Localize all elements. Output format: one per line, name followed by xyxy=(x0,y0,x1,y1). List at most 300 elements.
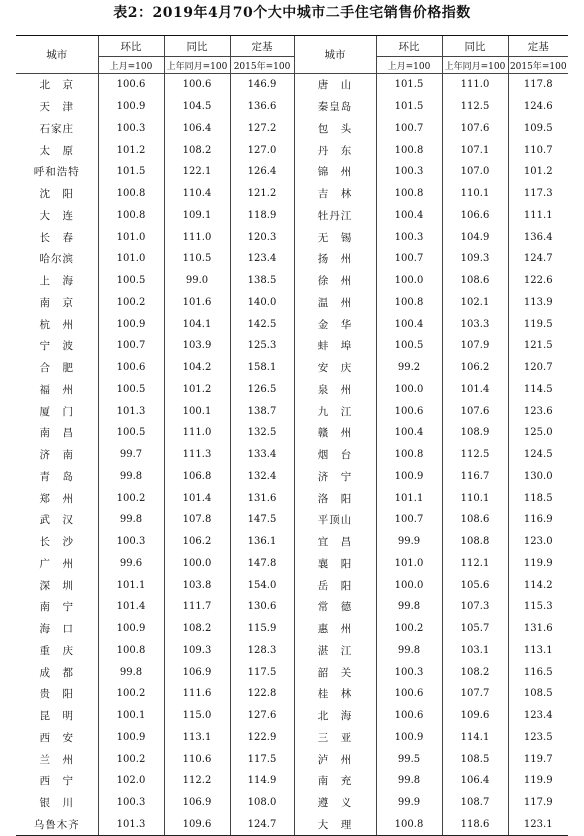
city-right-cell: 泸 州 xyxy=(294,748,376,770)
city-right-cell: 平顶山 xyxy=(294,509,376,531)
table-row xyxy=(16,400,568,422)
mom-left-cell: 100.2 xyxy=(98,292,164,314)
table-row xyxy=(16,661,568,683)
mom-left-cell: 100.5 xyxy=(98,270,164,292)
mom-left-cell: 100.3 xyxy=(98,792,164,814)
base-left-cell: 136.6 xyxy=(230,96,294,118)
base-left-cell: 118.9 xyxy=(230,205,294,227)
city-right-cell: 桂 林 xyxy=(294,683,376,705)
base-right-cell: 124.5 xyxy=(508,444,568,466)
yoy-left-cell: 100.1 xyxy=(164,400,230,422)
base-right-cell: 123.0 xyxy=(508,531,568,553)
header-mom-left: 环比 xyxy=(98,36,164,57)
base-left-cell: 108.0 xyxy=(230,792,294,814)
base-left-cell: 140.0 xyxy=(230,292,294,314)
yoy-left-cell: 109.6 xyxy=(164,814,230,836)
yoy-left-cell: 106.9 xyxy=(164,792,230,814)
yoy-left-cell: 113.1 xyxy=(164,727,230,749)
yoy-left-cell: 110.4 xyxy=(164,183,230,205)
table-row xyxy=(16,531,568,553)
yoy-right-cell: 108.7 xyxy=(442,792,508,814)
city-right-cell: 蚌 埠 xyxy=(294,335,376,357)
city-right-cell: 南 充 xyxy=(294,770,376,792)
city-left-cell: 太 原 xyxy=(39,144,74,157)
mom-left-cell: 99.8 xyxy=(98,466,164,488)
table-row xyxy=(16,487,568,509)
city-right-cell: 岳 阳 xyxy=(294,574,376,596)
mom-right-cell: 100.4 xyxy=(376,205,442,227)
table-row xyxy=(16,509,568,531)
yoy-right-cell: 107.3 xyxy=(442,596,508,618)
base-left-cell: 123.4 xyxy=(230,248,294,270)
mom-right-cell: 100.6 xyxy=(376,400,442,422)
mom-left-cell: 100.5 xyxy=(98,422,164,444)
mom-right-cell: 100.3 xyxy=(376,661,442,683)
mom-right-cell: 99.9 xyxy=(376,792,442,814)
base-left-cell: 125.3 xyxy=(230,335,294,357)
yoy-left-cell: 104.1 xyxy=(164,313,230,335)
base-right-cell: 123.4 xyxy=(508,705,568,727)
city-left-cell: 南 昌 xyxy=(39,427,74,440)
yoy-right-cell: 112.5 xyxy=(442,444,508,466)
city-left-cell: 昆 明 xyxy=(39,710,74,723)
mom-left-cell: 100.6 xyxy=(98,357,164,379)
header-yoy-base-right: 上年同月=100 xyxy=(442,57,508,74)
base-right-cell: 111.1 xyxy=(508,205,568,227)
yoy-left-cell: 99.0 xyxy=(164,270,230,292)
base-left-cell: 126.4 xyxy=(230,161,294,183)
mom-left-cell: 99.8 xyxy=(98,661,164,683)
base-left-cell: 117.5 xyxy=(230,661,294,683)
city-right-cell: 牡丹江 xyxy=(294,205,376,227)
city-left-cell: 南 宁 xyxy=(39,601,74,614)
city-left-cell: 银 川 xyxy=(39,797,74,810)
mom-right-cell: 99.8 xyxy=(376,640,442,662)
base-right-cell: 123.6 xyxy=(508,400,568,422)
mom-right-cell: 100.8 xyxy=(376,183,442,205)
yoy-right-cell: 104.9 xyxy=(442,226,508,248)
city-right-cell: 韶 关 xyxy=(294,661,376,683)
base-right-cell: 119.9 xyxy=(508,553,568,575)
city-right-cell: 北 海 xyxy=(294,705,376,727)
base-left-cell: 131.6 xyxy=(230,487,294,509)
mom-left-cell: 101.1 xyxy=(98,574,164,596)
mom-right-cell: 100.0 xyxy=(376,574,442,596)
yoy-right-cell: 107.7 xyxy=(442,683,508,705)
base-right-cell: 123.5 xyxy=(508,727,568,749)
yoy-left-cell: 103.8 xyxy=(164,574,230,596)
mom-left-cell: 100.1 xyxy=(98,705,164,727)
base-right-cell: 123.1 xyxy=(508,814,568,836)
base-right-cell: 119.5 xyxy=(508,313,568,335)
mom-right-cell: 100.6 xyxy=(376,705,442,727)
city-right-cell: 唐 山 xyxy=(294,74,376,96)
mom-left-cell: 100.9 xyxy=(98,313,164,335)
yoy-right-cell: 101.4 xyxy=(442,379,508,401)
base-right-cell: 116.9 xyxy=(508,509,568,531)
mom-left-cell: 101.5 xyxy=(98,161,164,183)
yoy-left-cell: 109.3 xyxy=(164,640,230,662)
mom-left-cell: 100.7 xyxy=(98,335,164,357)
header-fixed-base-left: 2015年=100 xyxy=(230,57,294,74)
mom-right-cell: 101.1 xyxy=(376,487,442,509)
base-right-cell: 117.8 xyxy=(508,74,568,96)
table-row xyxy=(16,466,568,488)
mom-right-cell: 101.0 xyxy=(376,553,442,575)
base-left-cell: 127.2 xyxy=(230,118,294,140)
yoy-right-cell: 107.1 xyxy=(442,139,508,161)
city-left-cell: 长 春 xyxy=(39,231,74,244)
mom-right-cell: 100.7 xyxy=(376,248,442,270)
base-right-cell: 124.6 xyxy=(508,96,568,118)
table-row xyxy=(16,444,568,466)
city-left-cell: 长 沙 xyxy=(39,536,74,549)
yoy-left-cell: 110.5 xyxy=(164,248,230,270)
base-left-cell: 154.0 xyxy=(230,574,294,596)
city-right-cell: 九 江 xyxy=(294,400,376,422)
table-row xyxy=(16,748,568,770)
city-right-cell: 三 亚 xyxy=(294,727,376,749)
yoy-right-cell: 109.6 xyxy=(442,705,508,727)
header-city-right: 城市 xyxy=(294,36,376,74)
city-left-cell: 沈 阳 xyxy=(39,188,74,201)
mom-right-cell: 100.8 xyxy=(376,444,442,466)
price-index-table xyxy=(16,36,568,836)
mom-right-cell: 100.9 xyxy=(376,727,442,749)
table-row xyxy=(16,96,568,118)
base-left-cell: 122.9 xyxy=(230,727,294,749)
yoy-right-cell: 105.7 xyxy=(442,618,508,640)
table-row xyxy=(16,205,568,227)
city-right-cell: 丹 东 xyxy=(294,139,376,161)
mom-right-cell: 101.5 xyxy=(376,96,442,118)
yoy-left-cell: 111.0 xyxy=(164,226,230,248)
base-left-cell: 124.7 xyxy=(230,814,294,836)
mom-right-cell: 100.0 xyxy=(376,379,442,401)
yoy-right-cell: 112.5 xyxy=(442,96,508,118)
base-left-cell: 147.8 xyxy=(230,553,294,575)
mom-left-cell: 101.3 xyxy=(98,400,164,422)
table-row xyxy=(16,814,568,836)
city-left-cell: 南 京 xyxy=(39,296,74,309)
yoy-left-cell: 108.2 xyxy=(164,618,230,640)
base-left-cell: 122.8 xyxy=(230,683,294,705)
yoy-right-cell: 107.9 xyxy=(442,335,508,357)
table-row xyxy=(16,792,568,814)
yoy-left-cell: 111.0 xyxy=(164,422,230,444)
yoy-left-cell: 111.7 xyxy=(164,596,230,618)
mom-left-cell: 102.0 xyxy=(98,770,164,792)
base-left-cell: 146.9 xyxy=(230,74,294,96)
city-left-cell: 合 肥 xyxy=(39,362,74,375)
table-row xyxy=(16,553,568,575)
base-right-cell: 125.0 xyxy=(508,422,568,444)
yoy-left-cell: 100.6 xyxy=(164,74,230,96)
table-row xyxy=(16,139,568,161)
base-left-cell: 147.5 xyxy=(230,509,294,531)
city-left-cell: 北 京 xyxy=(39,79,74,92)
city-right-cell: 吉 林 xyxy=(294,183,376,205)
city-right-cell: 济 宁 xyxy=(294,466,376,488)
yoy-left-cell: 106.9 xyxy=(164,661,230,683)
base-right-cell: 115.3 xyxy=(508,596,568,618)
header-fixed-base-right: 2015年=100 xyxy=(508,57,568,74)
mom-left-cell: 100.2 xyxy=(98,748,164,770)
mom-right-cell: 100.4 xyxy=(376,422,442,444)
mom-right-cell: 100.3 xyxy=(376,226,442,248)
city-right-cell: 温 州 xyxy=(294,292,376,314)
yoy-left-cell: 106.4 xyxy=(164,118,230,140)
city-left-cell: 广 州 xyxy=(39,557,74,570)
header-base-left: 定基 xyxy=(230,36,294,57)
yoy-right-cell: 103.3 xyxy=(442,313,508,335)
city-left-cell: 郑 州 xyxy=(39,492,74,505)
mom-left-cell: 99.6 xyxy=(98,553,164,575)
base-right-cell: 121.5 xyxy=(508,335,568,357)
yoy-left-cell: 115.0 xyxy=(164,705,230,727)
base-right-cell: 110.7 xyxy=(508,139,568,161)
base-left-cell: 158.1 xyxy=(230,357,294,379)
yoy-left-cell: 111.6 xyxy=(164,683,230,705)
city-right-cell: 湛 江 xyxy=(294,640,376,662)
yoy-left-cell: 111.3 xyxy=(164,444,230,466)
base-right-cell: 119.7 xyxy=(508,748,568,770)
yoy-right-cell: 110.1 xyxy=(442,487,508,509)
base-right-cell: 114.2 xyxy=(508,574,568,596)
mom-left-cell: 100.3 xyxy=(98,118,164,140)
mom-right-cell: 99.8 xyxy=(376,596,442,618)
city-left-cell: 西 安 xyxy=(39,731,74,744)
yoy-right-cell: 106.4 xyxy=(442,770,508,792)
base-left-cell: 117.5 xyxy=(230,748,294,770)
yoy-right-cell: 107.0 xyxy=(442,161,508,183)
yoy-left-cell: 104.5 xyxy=(164,96,230,118)
base-right-cell: 116.5 xyxy=(508,661,568,683)
city-left-cell: 重 庆 xyxy=(39,644,74,657)
city-right-cell: 安 庆 xyxy=(294,357,376,379)
base-left-cell: 142.5 xyxy=(230,313,294,335)
mom-left-cell: 100.2 xyxy=(98,683,164,705)
mom-right-cell: 100.8 xyxy=(376,139,442,161)
city-left-cell: 上 海 xyxy=(39,275,74,288)
base-right-cell: 117.3 xyxy=(508,183,568,205)
city-left-cell: 贵 阳 xyxy=(39,688,74,701)
base-right-cell: 113.9 xyxy=(508,292,568,314)
yoy-right-cell: 108.5 xyxy=(442,748,508,770)
yoy-left-cell: 108.2 xyxy=(164,139,230,161)
yoy-right-cell: 107.6 xyxy=(442,400,508,422)
city-right-cell: 包 头 xyxy=(294,118,376,140)
base-right-cell: 101.2 xyxy=(508,161,568,183)
yoy-right-cell: 105.6 xyxy=(442,574,508,596)
city-right-cell: 遵 义 xyxy=(294,792,376,814)
yoy-right-cell: 111.0 xyxy=(442,74,508,96)
table-row xyxy=(16,226,568,248)
base-left-cell: 120.3 xyxy=(230,226,294,248)
city-left-cell: 大 连 xyxy=(39,209,74,222)
base-right-cell: 122.6 xyxy=(508,270,568,292)
mom-left-cell: 100.3 xyxy=(98,531,164,553)
mom-right-cell: 100.7 xyxy=(376,118,442,140)
yoy-right-cell: 106.2 xyxy=(442,357,508,379)
yoy-right-cell: 108.6 xyxy=(442,509,508,531)
base-right-cell: 113.1 xyxy=(508,640,568,662)
base-right-cell: 117.9 xyxy=(508,792,568,814)
city-left-cell: 天 津 xyxy=(39,101,74,114)
table-row xyxy=(16,248,568,270)
yoy-left-cell: 107.8 xyxy=(164,509,230,531)
base-left-cell: 121.2 xyxy=(230,183,294,205)
header-mom-base-left: 上月=100 xyxy=(98,57,164,74)
yoy-right-cell: 116.7 xyxy=(442,466,508,488)
mom-right-cell: 100.7 xyxy=(376,509,442,531)
city-left-cell: 兰 州 xyxy=(39,753,74,766)
city-right-cell: 秦皇岛 xyxy=(294,96,376,118)
header-mom-right: 环比 xyxy=(376,36,442,57)
mom-left-cell: 100.2 xyxy=(98,487,164,509)
base-right-cell: 130.0 xyxy=(508,466,568,488)
base-left-cell: 114.9 xyxy=(230,770,294,792)
table-row xyxy=(16,313,568,335)
table-row xyxy=(16,183,568,205)
mom-left-cell: 101.0 xyxy=(98,248,164,270)
city-right-cell: 烟 台 xyxy=(294,444,376,466)
city-left-cell: 杭 州 xyxy=(39,318,74,331)
table-row xyxy=(16,270,568,292)
table-row xyxy=(16,727,568,749)
yoy-left-cell: 112.2 xyxy=(164,770,230,792)
city-left-cell: 成 都 xyxy=(39,666,74,679)
base-right-cell: 136.4 xyxy=(508,226,568,248)
city-right-cell: 宜 昌 xyxy=(294,531,376,553)
base-right-cell: 119.9 xyxy=(508,770,568,792)
base-left-cell: 136.1 xyxy=(230,531,294,553)
mom-left-cell: 100.8 xyxy=(98,205,164,227)
city-left-cell: 济 南 xyxy=(39,449,74,462)
yoy-left-cell: 109.1 xyxy=(164,205,230,227)
city-right-cell: 惠 州 xyxy=(294,618,376,640)
base-left-cell: 115.9 xyxy=(230,618,294,640)
yoy-left-cell: 106.8 xyxy=(164,466,230,488)
mom-right-cell: 100.9 xyxy=(376,466,442,488)
mom-right-cell: 100.2 xyxy=(376,618,442,640)
yoy-right-cell: 110.1 xyxy=(442,183,508,205)
yoy-left-cell: 100.0 xyxy=(164,553,230,575)
mom-left-cell: 99.7 xyxy=(98,444,164,466)
base-left-cell: 128.3 xyxy=(230,640,294,662)
yoy-right-cell: 108.6 xyxy=(442,270,508,292)
mom-right-cell: 101.5 xyxy=(376,74,442,96)
table-row xyxy=(16,379,568,401)
yoy-left-cell: 110.6 xyxy=(164,748,230,770)
city-left-cell: 海 口 xyxy=(39,623,74,636)
mom-left-cell: 101.2 xyxy=(98,139,164,161)
mom-left-cell: 100.8 xyxy=(98,640,164,662)
table-row xyxy=(16,596,568,618)
mom-right-cell: 100.5 xyxy=(376,335,442,357)
table-row xyxy=(16,335,568,357)
yoy-left-cell: 101.4 xyxy=(164,487,230,509)
header-yoy-left: 同比 xyxy=(164,36,230,57)
city-left-cell: 呼和浩特 xyxy=(33,166,80,179)
city-left-cell: 厦 门 xyxy=(39,405,74,418)
yoy-right-cell: 102.1 xyxy=(442,292,508,314)
mom-left-cell: 100.9 xyxy=(98,618,164,640)
table-row xyxy=(16,574,568,596)
city-left-cell: 福 州 xyxy=(39,383,74,396)
yoy-right-cell: 108.9 xyxy=(442,422,508,444)
base-left-cell: 133.4 xyxy=(230,444,294,466)
mom-left-cell: 101.3 xyxy=(98,814,164,836)
city-left-cell: 西 宁 xyxy=(39,775,74,788)
city-right-cell: 徐 州 xyxy=(294,270,376,292)
header-mom-base-right: 上月=100 xyxy=(376,57,442,74)
city-right-cell: 赣 州 xyxy=(294,422,376,444)
header-city-left: 城市 xyxy=(16,36,98,74)
base-right-cell: 124.7 xyxy=(508,248,568,270)
city-right-cell: 常 德 xyxy=(294,596,376,618)
table-row xyxy=(16,705,568,727)
city-right-cell: 锦 州 xyxy=(294,161,376,183)
mom-left-cell: 100.9 xyxy=(98,727,164,749)
header-base-right: 定基 xyxy=(508,36,568,57)
table-row xyxy=(16,357,568,379)
table-row xyxy=(16,770,568,792)
table-row xyxy=(16,618,568,640)
city-right-cell: 襄 阳 xyxy=(294,553,376,575)
city-right-cell: 无 锡 xyxy=(294,226,376,248)
city-right-cell: 洛 阳 xyxy=(294,487,376,509)
yoy-right-cell: 107.6 xyxy=(442,118,508,140)
mom-left-cell: 100.5 xyxy=(98,379,164,401)
yoy-right-cell: 108.2 xyxy=(442,661,508,683)
page-title: 表2：2019年4月70个大中城市二手住宅销售价格指数 xyxy=(113,5,471,21)
mom-right-cell: 100.8 xyxy=(376,292,442,314)
base-right-cell: 114.5 xyxy=(508,379,568,401)
mom-left-cell: 101.0 xyxy=(98,226,164,248)
table-row xyxy=(16,422,568,444)
base-left-cell: 127.6 xyxy=(230,705,294,727)
yoy-left-cell: 104.2 xyxy=(164,357,230,379)
city-right-cell: 大 理 xyxy=(294,814,376,836)
city-right-cell: 金 华 xyxy=(294,313,376,335)
base-left-cell: 132.5 xyxy=(230,422,294,444)
base-left-cell: 138.5 xyxy=(230,270,294,292)
yoy-left-cell: 101.6 xyxy=(164,292,230,314)
city-right-cell: 扬 州 xyxy=(294,248,376,270)
base-left-cell: 138.7 xyxy=(230,400,294,422)
yoy-left-cell: 106.2 xyxy=(164,531,230,553)
city-left-cell: 宁 波 xyxy=(39,340,74,353)
yoy-left-cell: 103.9 xyxy=(164,335,230,357)
mom-right-cell: 99.9 xyxy=(376,531,442,553)
mom-right-cell: 100.4 xyxy=(376,313,442,335)
table-body xyxy=(16,74,568,836)
mom-right-cell: 99.2 xyxy=(376,357,442,379)
header-yoy-right: 同比 xyxy=(442,36,508,57)
base-right-cell: 118.5 xyxy=(508,487,568,509)
mom-left-cell: 99.8 xyxy=(98,509,164,531)
base-left-cell: 126.5 xyxy=(230,379,294,401)
mom-right-cell: 100.6 xyxy=(376,683,442,705)
mom-left-cell: 100.6 xyxy=(98,74,164,96)
table-row xyxy=(16,74,568,96)
mom-right-cell: 100.3 xyxy=(376,161,442,183)
mom-left-cell: 100.9 xyxy=(98,96,164,118)
table-row xyxy=(16,118,568,140)
yoy-right-cell: 112.1 xyxy=(442,553,508,575)
table-row xyxy=(16,161,568,183)
